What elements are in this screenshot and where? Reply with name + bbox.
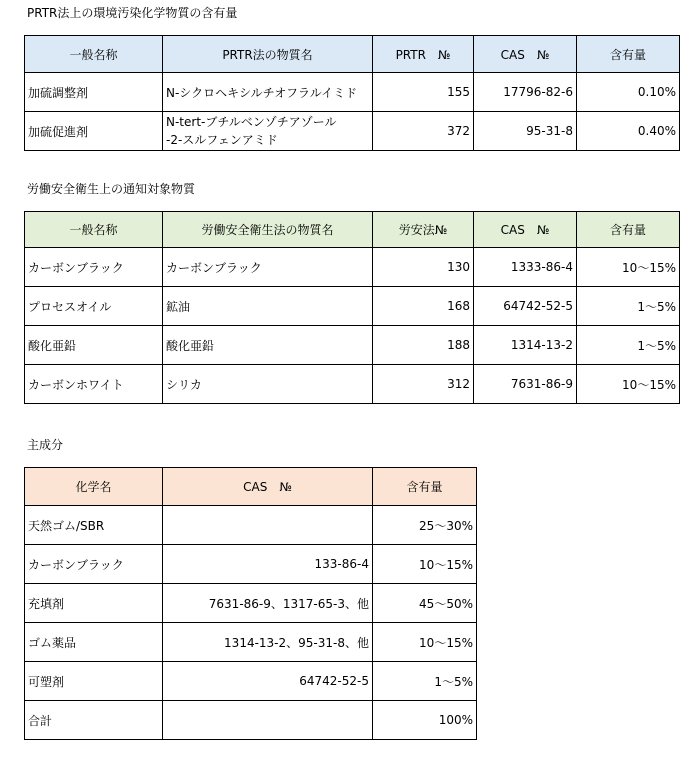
main-components-table xyxy=(24,467,477,740)
table-row xyxy=(25,248,680,287)
table-row xyxy=(25,287,680,326)
column-header-law-no: 労安法№ xyxy=(373,212,474,248)
cas-no-cell: 64742-52-5 xyxy=(163,662,373,701)
cas-no-cell: 64742-52-5 xyxy=(474,287,577,326)
cas-no-cell: 17796-82-6 xyxy=(474,73,577,112)
column-header-cas-no: CAS № xyxy=(474,212,577,248)
table-row xyxy=(25,73,680,112)
cas-no-cell: 1314-13-2 xyxy=(474,326,577,365)
table-row xyxy=(25,584,477,623)
chemical-name-cell: カーボンブラック xyxy=(25,545,163,584)
table-header-row xyxy=(25,468,477,506)
content-cell: 100% xyxy=(373,701,477,740)
column-header-chemical-name: 化学名 xyxy=(25,468,163,506)
substance-name-cell: シリカ xyxy=(163,365,373,404)
column-header-content: 含有量 xyxy=(577,212,680,248)
main-section-title: 主成分 xyxy=(27,438,64,452)
prtr-no-cell: 155 xyxy=(373,73,474,112)
content-cell: 10～15% xyxy=(373,545,477,584)
general-name-cell: 加硫促進剤 xyxy=(25,112,163,151)
table-header-row xyxy=(25,36,680,73)
chemical-name-cell: 合計 xyxy=(25,701,163,740)
column-header-cas-no: CAS № xyxy=(163,468,373,506)
cas-no-cell: 95-31-8 xyxy=(474,112,577,151)
cas-no-cell: 1314-13-2、95-31-8、他 xyxy=(163,623,373,662)
column-header-general-name: 一般名称 xyxy=(25,36,163,73)
column-header-general-name: 一般名称 xyxy=(25,212,163,248)
column-header-content: 含有量 xyxy=(373,468,477,506)
table-row xyxy=(25,326,680,365)
column-header-content: 含有量 xyxy=(577,36,680,73)
chemical-name-cell: ゴム薬品 xyxy=(25,623,163,662)
table-row xyxy=(25,506,477,545)
table-header-row xyxy=(25,212,680,248)
prtr-table xyxy=(24,35,680,151)
column-header-cas-no: CAS № xyxy=(474,36,577,73)
substance-name-cell: 鉱油 xyxy=(163,287,373,326)
general-name-cell: カーボンホワイト xyxy=(25,365,163,404)
content-cell: 10～15% xyxy=(577,248,680,287)
chemical-name-cell: 可塑剤 xyxy=(25,662,163,701)
cas-no-cell: 133-86-4 xyxy=(163,545,373,584)
substance-name-cell: N-tert-ブチルベンゾチアゾール -2-スルフェンアミド xyxy=(163,112,373,151)
table-row xyxy=(25,545,477,584)
prtr-section-title: PRTR法上の環境汚染化学物質の含有量 xyxy=(27,6,238,20)
general-name-cell: プロセスオイル xyxy=(25,287,163,326)
substance-name-cell: 酸化亜鉛 xyxy=(163,326,373,365)
chemical-name-cell: 天然ゴム/SBR xyxy=(25,506,163,545)
table-row xyxy=(25,365,680,404)
cas-no-cell xyxy=(163,701,373,740)
content-cell: 0.10% xyxy=(577,73,680,112)
content-cell: 25～30% xyxy=(373,506,477,545)
law-no-cell: 130 xyxy=(373,248,474,287)
substance-name-cell: カーボンブラック xyxy=(163,248,373,287)
content-cell: 45～50% xyxy=(373,584,477,623)
column-header-substance-name: 労働安全衛生法の物質名 xyxy=(163,212,373,248)
column-header-prtr-no: PRTR № xyxy=(373,36,474,73)
content-cell: 1～5% xyxy=(373,662,477,701)
column-header-substance-name: PRTR法の物質名 xyxy=(163,36,373,73)
cas-no-cell: 7631-86-9、1317-65-3、他 xyxy=(163,584,373,623)
table-row-total xyxy=(25,701,477,740)
law-no-cell: 168 xyxy=(373,287,474,326)
law-no-cell: 312 xyxy=(373,365,474,404)
chemical-name-cell: 充填剤 xyxy=(25,584,163,623)
cas-no-cell xyxy=(163,506,373,545)
content-cell: 1～5% xyxy=(577,287,680,326)
table-row xyxy=(25,623,477,662)
content-cell: 0.40% xyxy=(577,112,680,151)
cas-no-cell: 1333-86-4 xyxy=(474,248,577,287)
cas-no-cell: 7631-86-9 xyxy=(474,365,577,404)
general-name-cell: カーボンブラック xyxy=(25,248,163,287)
rodo-table xyxy=(24,211,680,404)
table-row xyxy=(25,662,477,701)
content-cell: 10～15% xyxy=(373,623,477,662)
content-cell: 10～15% xyxy=(577,365,680,404)
table-row xyxy=(25,112,680,151)
prtr-no-cell: 372 xyxy=(373,112,474,151)
general-name-cell: 酸化亜鉛 xyxy=(25,326,163,365)
content-cell: 1～5% xyxy=(577,326,680,365)
law-no-cell: 188 xyxy=(373,326,474,365)
general-name-cell: 加硫調整剤 xyxy=(25,73,163,112)
substance-name-cell: N-シクロヘキシルチオフラルイミド xyxy=(163,73,373,112)
rodo-section-title: 労働安全衛生上の通知対象物質 xyxy=(27,182,196,196)
